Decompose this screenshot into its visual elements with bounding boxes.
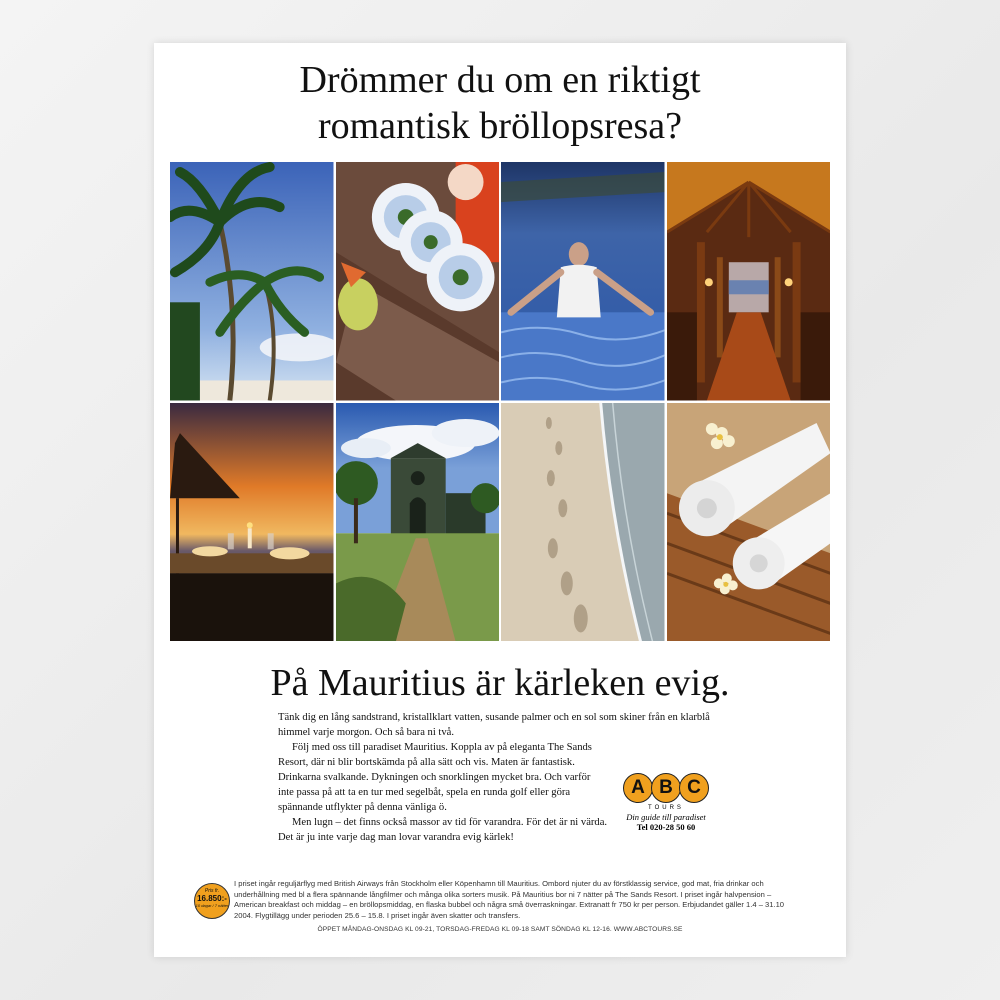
advertisement-page bbox=[154, 43, 846, 957]
body-paragraph-1: Tänk dig en lång sandstrand, kristallklart vatten, susande palmer och en sol som skiner från en klarblå himmel varje morgon. Och så bara ni två. bbox=[278, 712, 710, 738]
sushi-photo bbox=[336, 162, 500, 401]
headline-line-1: Drömmer du om en riktigt bbox=[299, 59, 701, 101]
logo-letter-b: B bbox=[651, 773, 681, 803]
price-badge-price: 16.850:- bbox=[197, 894, 227, 903]
price-badge-detail: 10 dagar / 7 nätter bbox=[195, 903, 229, 908]
price-badge bbox=[194, 883, 230, 919]
resort-pavilion-photo bbox=[667, 162, 831, 401]
fine-print: I priset ingår reguljärflyg med British Airways från Stockholm eller Köpenhamn till Mauritius. Ombord njuter du av förstklassig service, god mat, fria drinkar och underhållning med bl a flera spännande långfilmer och många olika sorters musik. På Mauritius bor ni 7 nätter på The Sands Resort. I priset ingår halvpension – American breakfast och middag – en bröllopsmiddag, en flaska bubbel och några små överraskningar. Extranatt fr 750 kr per person. Erbjudandet gäller 1.4 – 31.10 2004. Flygtillägg under perioden 25.6 – 15.8. I priset ingår även skatter och transfers. bbox=[234, 879, 785, 920]
logo-tours-text: TOURS bbox=[648, 805, 684, 811]
footprints-beach-photo bbox=[501, 403, 665, 642]
price-badge-label: Pris fr. bbox=[204, 888, 220, 894]
rolled-towels-photo bbox=[667, 403, 831, 642]
body-paragraph-3: Men lugn – det finns också massor av tid för varandra. För det är ni värda. Det är ju inte varje dag man lovar varandra evig kärlek! bbox=[278, 817, 608, 843]
body-paragraph-2: Följ med oss till paradiset Mauritius. Koppla av på eleganta The Sands Resort, där ni blir bortskämda på alla sätt och vis. Maten är fantastisk. Drinkarna svalkande. Dykningen och snorklingen mycket bra. Och varför inte passa på att ta en tur med segelbåt, spela en runda golf eller göra spännande utflykter på denna vänliga ö. bbox=[278, 742, 592, 813]
logo-circles bbox=[616, 773, 716, 803]
logo-letter-a: A bbox=[623, 773, 653, 803]
logo-letter-c: C bbox=[679, 773, 709, 803]
subheadline: På Mauritius är kärleken evig. bbox=[270, 662, 730, 704]
stone-church-photo bbox=[336, 403, 500, 642]
abc-tours-logo bbox=[616, 773, 716, 832]
headline-line-2: romantisk bröllopsresa? bbox=[317, 105, 683, 147]
headline bbox=[154, 57, 846, 149]
sunset-dinner-photo bbox=[170, 403, 334, 642]
photo-grid bbox=[170, 162, 830, 641]
phone-number: Tel 020-28 50 60 bbox=[636, 822, 696, 832]
logo-tagline: Din guide till paradiset bbox=[626, 812, 706, 822]
opening-hours: ÖPPET MÅNDAG-ONSDAG KL 09-21, TORSDAG-FREDAG KL 09-18 SAMT SÖNDAG KL 12-16. WWW.ABCTOURS.SE bbox=[317, 926, 683, 933]
palm-beach-photo bbox=[170, 162, 334, 401]
woman-in-pool-photo bbox=[501, 162, 665, 401]
